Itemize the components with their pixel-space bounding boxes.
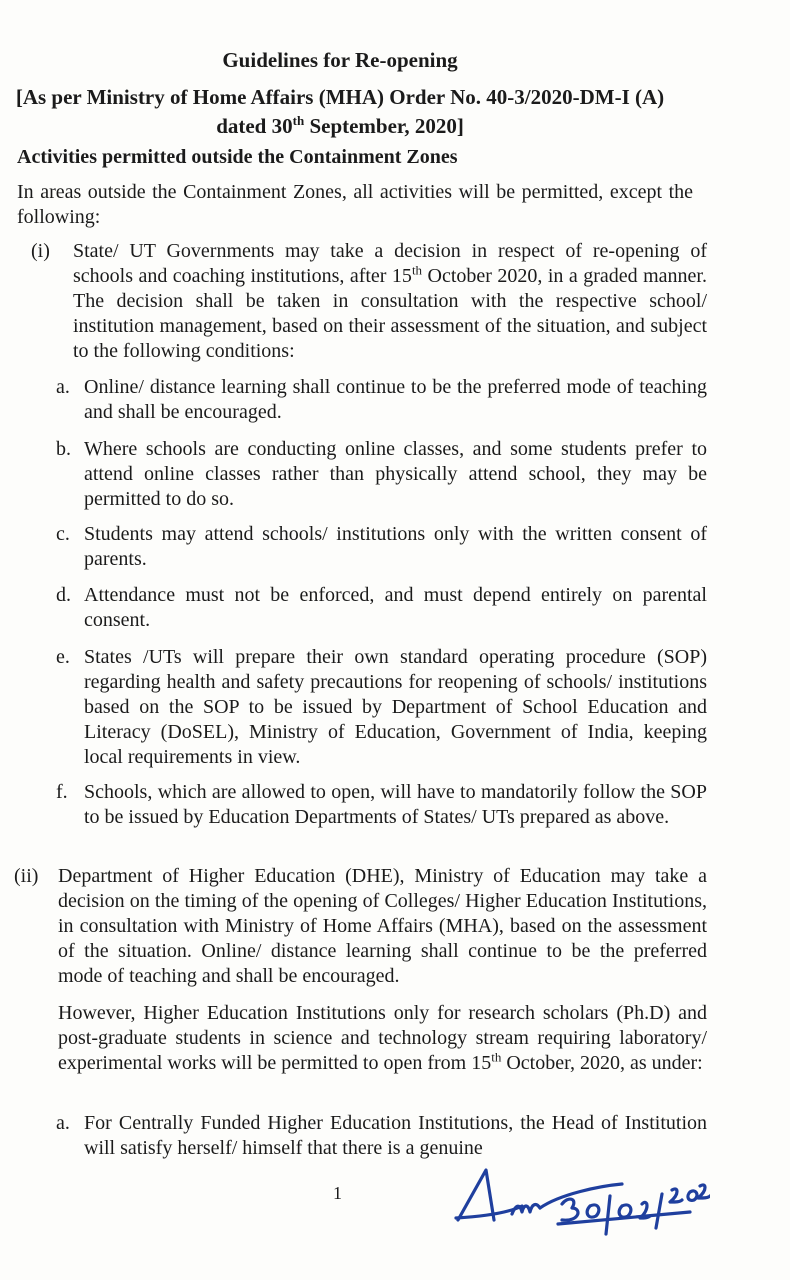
intro-paragraph: In areas outside the Containment Zones, all activities will be permitted, except the following: bbox=[17, 181, 693, 228]
subtitle-date-a: dated 30 bbox=[216, 114, 293, 138]
item-ii-para2-sup: th bbox=[491, 1049, 502, 1065]
document-title: Guidelines for Re-opening bbox=[222, 48, 458, 72]
handwritten-signature bbox=[450, 1160, 710, 1245]
section-heading: Activities permitted outside the Containment Zones bbox=[17, 146, 458, 168]
sub-e-text: States /UTs will prepare their own standard operating procedure (SOP) regarding health and safety precautions for reopening of schools/ institutions based on the SOP to be issued by Department of School Education and Literacy (DoSEL), Ministry of Education, Government of India, keeping local requirements in view. bbox=[84, 646, 707, 768]
item-i-text bbox=[73, 239, 707, 364]
item-i-number: (i) bbox=[31, 240, 50, 262]
sub-a-text: Online/ distance learning shall continue to be the preferred mode of teaching and shall be encouraged. bbox=[84, 376, 707, 423]
sub-e-label: e. bbox=[56, 646, 70, 668]
sub-f-label: f. bbox=[56, 781, 68, 803]
subtitle-line-1: [As per Ministry of Home Affairs (MHA) Order No. 40-3/2020-DM-I (A) bbox=[15, 85, 665, 109]
item-ii-number: (ii) bbox=[14, 865, 39, 887]
sub-d-text: Attendance must not be enforced, and must depend entirely on parental consent. bbox=[84, 584, 707, 631]
sub-f-text: Schools, which are allowed to open, will have to mandatorily follow the SOP to be issued by Education Departments of States/ UTs prepared as above. bbox=[84, 781, 707, 828]
item-ii-text: Department of Higher Education (DHE), Ministry of Education may take a decision on the timing of the opening of Colleges/ Higher Education Institutions, in consultation with Ministry of Home Affairs (MHA), based on the assessment of the situation. Online/ distance learning shall continue to be the preferred mode of teaching and shall be encouraged. bbox=[58, 865, 707, 987]
subtitle-date-sup: th bbox=[292, 113, 305, 128]
signature-drawing bbox=[450, 1160, 710, 1240]
sub-b-label: b. bbox=[56, 438, 71, 460]
subtitle-line-2 bbox=[0, 112, 680, 141]
sub-c-text: Students may attend schools/ institutions only with the written consent of parents. bbox=[84, 523, 707, 570]
sub-b-text: Where schools are conducting online classes, and some students prefer to attend online classes rather than physically attend school, they may be permitted to do so. bbox=[84, 438, 707, 510]
item-ii-paragraph-2 bbox=[58, 1001, 707, 1076]
page-number: 1 bbox=[333, 1183, 342, 1203]
sub-d-label: d. bbox=[56, 584, 71, 606]
sub-c-label: c. bbox=[56, 523, 70, 545]
item-ii-sub-a-label: a. bbox=[56, 1112, 70, 1134]
item-i-text-a: State/ UT Governments may take a decision in respect of re-opening of schools and coaching institutions, after 15 bbox=[73, 240, 707, 287]
item-ii-sub-a-text: For Centrally Funded Higher Education Institutions, the Head of Institution will satisfy herself/ himself that there is a genuine bbox=[84, 1112, 707, 1159]
subtitle-date-b: September, 2020] bbox=[304, 114, 464, 138]
item-i-text-b: October 2020, in a graded manner. The decision shall be taken in consultation with the respective school/ institution management, based on their assessment of the situation, and subject to the following conditions: bbox=[73, 265, 707, 362]
sub-a-label: a. bbox=[56, 376, 70, 398]
item-i-sup: th bbox=[411, 262, 423, 278]
document-subtitle bbox=[0, 83, 680, 141]
item-ii-para2-a: However, Higher Education Institutions only for research scholars (Ph.D) and post-graduate students in science and technology stream requiring laboratory/ experimental works will be permitted to open from 15 bbox=[58, 1002, 707, 1074]
item-ii-para2-b: October, 2020, as under: bbox=[501, 1052, 703, 1074]
